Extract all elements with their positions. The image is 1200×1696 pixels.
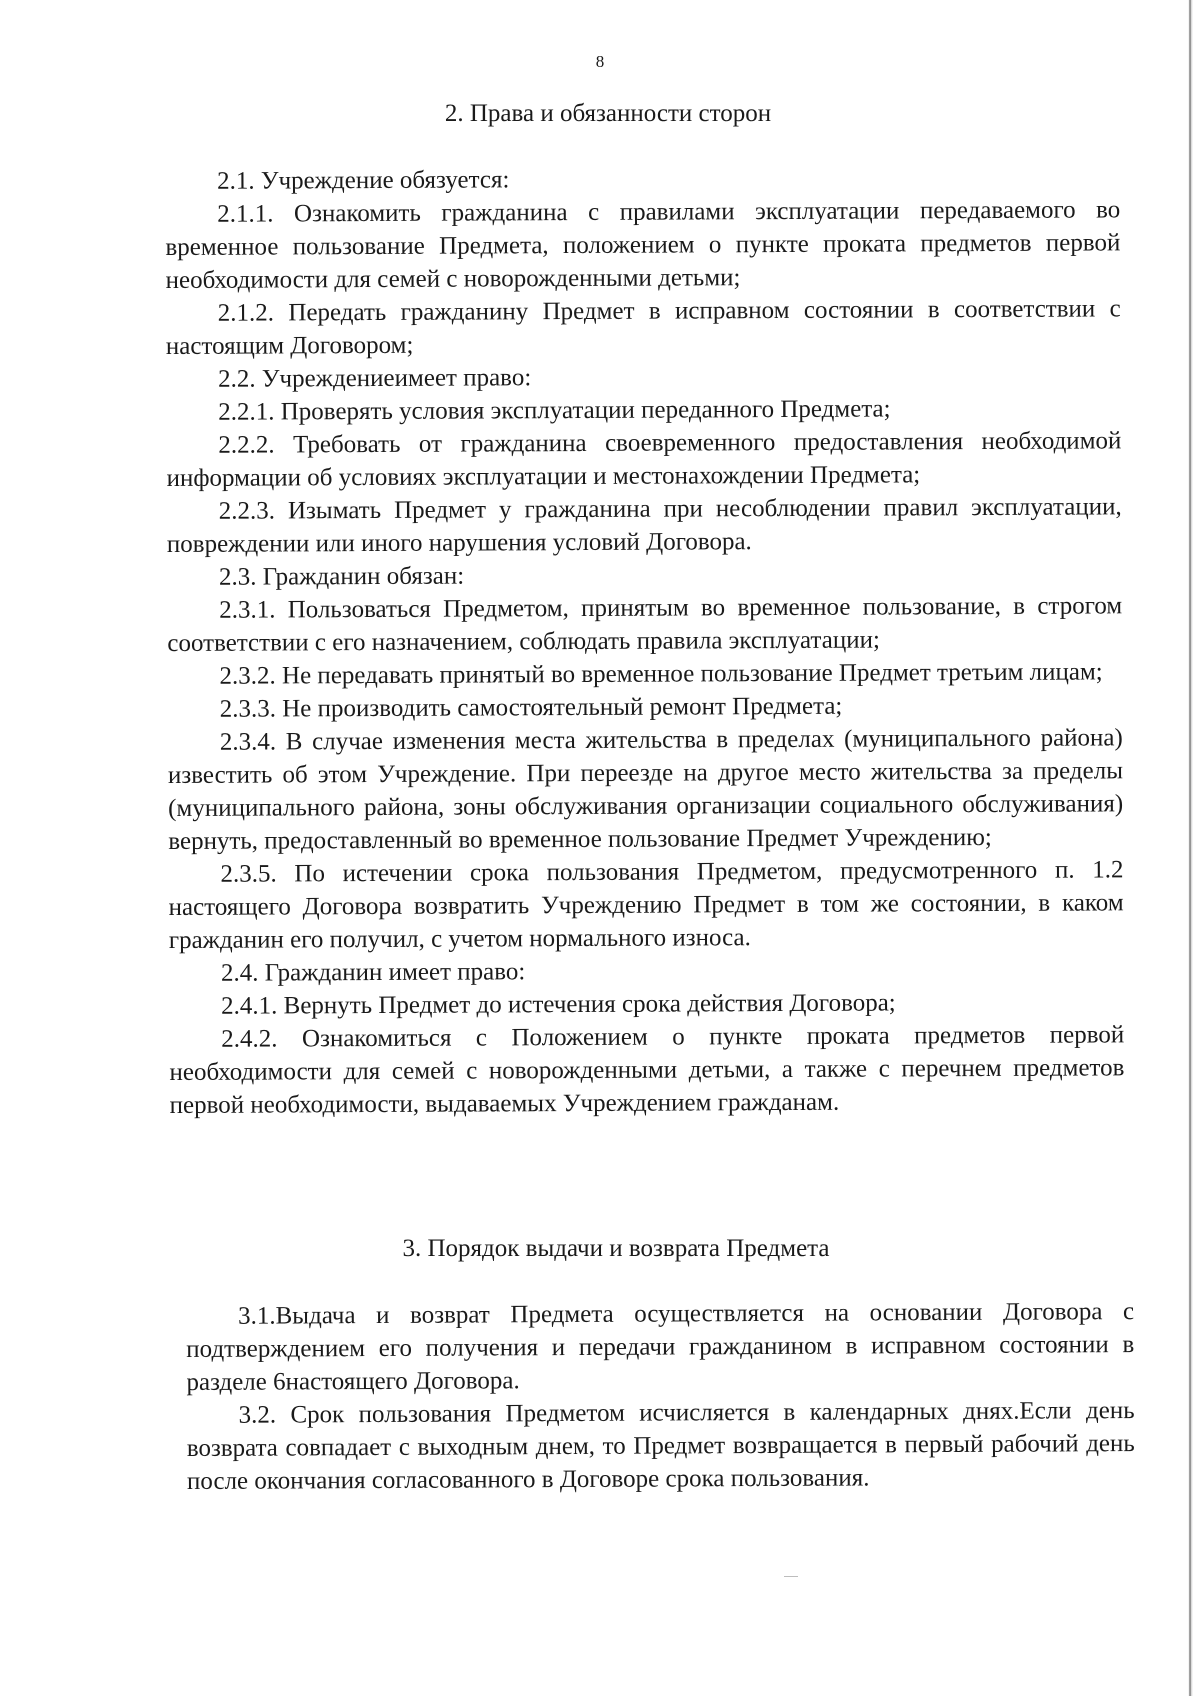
clause-2-3-2: 2.3.2. Не передавать принятый во временное пользование Предмет третьим лицам; [219, 658, 1103, 690]
clause-2-1-2: 2.1.2. Передать гражданину Предмет в исправном состоянии в соответствии с настоящим Договором; [165, 295, 1121, 360]
clause-2-2-1: 2.2.1. Проверять условия эксплуатации переданного Предмета; [218, 395, 891, 426]
clause-2-1: 2.1. Учреждение обязуется: [217, 166, 510, 195]
section-body-rights-obligations [165, 160, 1125, 1122]
clause-3-2: 3.2. Срок пользования Предметом исчисляется в календарных днях.Если день возврата совпадает с выходным днем, то Предмет возвращается в первый рабочий день после окончания согласованного в Договоре срока пользования. [186, 1397, 1135, 1495]
clause-2-4: 2.4. Гражданин имеет право: [220, 958, 526, 987]
clause-2-3-5: 2.3.5. По истечении срока пользования Предметом, предусмотренного п. 1.2 настоящего Договора возвратить Учреждению Предмет в том же состоянии, в каком гражданин его получил, с учетом нормального износа. [168, 856, 1124, 954]
clause-2-2-3: 2.2.3. Изымать Предмет у гражданина при несоблюдении правил эксплуатации, повреждении или иного нарушения условий Договора. [166, 493, 1122, 558]
clause-2-1-1: 2.1.1. Ознакомить гражданина с правилами эксплуатации передаваемого во временное пользование Предмета, положением о пункте проката предметов первой необходимости для семей с новорожденными детьми; [165, 196, 1121, 294]
clause-2-4-2: 2.4.2. Ознакомиться с Положением о пункте проката предметов первой необходимости для семей с новорожденными детьми, а также с перечнем предметов первой необходимости, выдаваемых Учреждением гражданам. [169, 1021, 1125, 1119]
clause-2-3: 2.3. Гражданин обязан: [218, 562, 465, 591]
clause-2-3-1: 2.3.1. Пользоваться Предметом, принятым во временное пользование, в строгом соответствии с его назначением, соблюдать правила эксплуатации; [167, 592, 1123, 657]
section-heading-rights-obligations: 2. Права и обязанности сторон [444, 100, 772, 127]
clause-2-4-1: 2.4.1. Вернуть Предмет до истечения срока действия Договора; [221, 989, 896, 1020]
section-heading-issue-return: 3. Порядок выдачи и возврата Предмета [402, 1235, 830, 1262]
clause-2-2: 2.2. Учреждениеимеет право: [217, 364, 532, 393]
clause-3-1: 3.1.Выдача и возврат Предмета осуществляется на основании Договора с подтверждением его получения и передачи гражданином в исправном состоянии в разделе 6настоящего Договора. [186, 1298, 1135, 1396]
scan-edge-border [1182, 0, 1200, 1696]
page-number: 8 [595, 52, 605, 71]
clause-2-3-4: 2.3.4. В случае изменения места жительства в пределах (муниципального района) известить об этом Учреждение. При переезде на другое место жительства за пределы (муниципального района, зоны обслуживания организации социального обслуживания) вернуть, предоставленный во временное пользование Предмет Учреждению; [167, 724, 1124, 855]
clause-2-2-2: 2.2.2. Требовать от гражданина своевременного предоставления необходимой информации об условиях эксплуатации и местонахождении Предмета; [166, 427, 1122, 492]
scan-speck [784, 1576, 798, 1577]
clause-2-3-3: 2.3.3. Не производить самостоятельный ремонт Предмета; [219, 692, 843, 723]
section-body-issue-return [186, 1295, 1135, 1498]
